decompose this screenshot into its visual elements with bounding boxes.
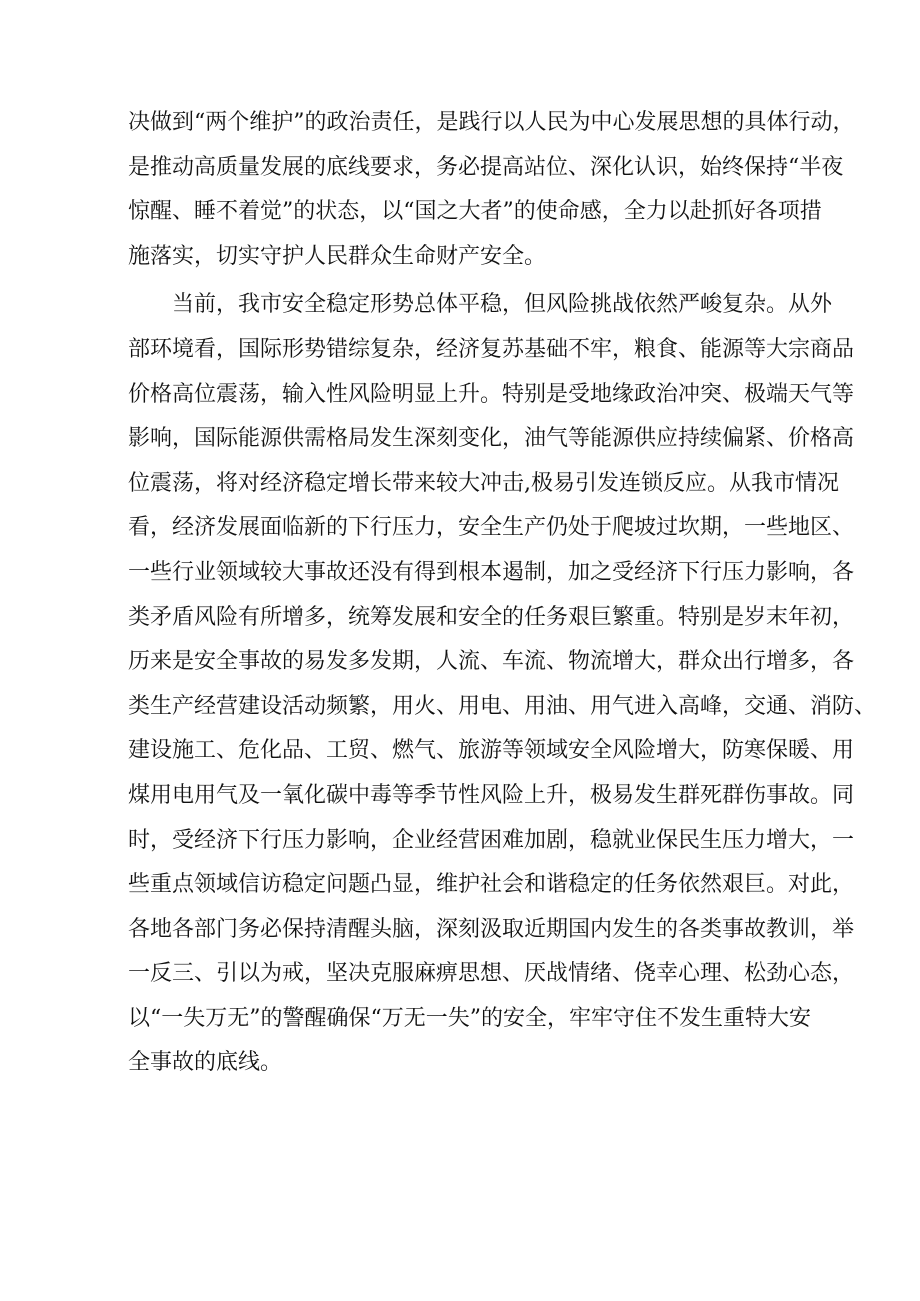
- text-line: 部环境看，国际形势错综复杂，经济复苏基础不牢，粮食、能源等大宗商品: [128, 336, 855, 362]
- text-line: 些重点领域信访稳定问题凸显，维护社会和谐稳定的任务依然艰巨。对此，: [128, 872, 855, 898]
- text-line: 煤用电用气及一氧化碳中毒等季节性风险上升，极易发生群死群伤事故。同: [128, 782, 855, 808]
- text-line: 惊醒、睡不着觉”的状态，以“国之大者”的使命感，全力以赴抓好各项措: [128, 199, 822, 225]
- text-line: 类生产经营建设活动频繁，用火、用电、用油、用气进入高峰，交通、消防、: [128, 693, 877, 719]
- text-line: 当前，我市安全稳定形势总体平稳，但风险挑战依然严峻复杂。从外: [172, 292, 833, 318]
- text-line: 历来是安全事故的易发多发期，人流、车流、物流增大，群众出行增多，各: [128, 649, 855, 675]
- text-line: 影响，国际能源供需格局发生深刻变化，油气等能源供应持续偏紧、价格高: [128, 426, 855, 452]
- text-line: 各地各部门务必保持清醒头脑，深刻汲取近期国内发生的各类事故教训，举: [128, 916, 855, 942]
- text-line: 以“一失万无”的警醒确保“万无一失”的安全，牢牢守住不发生重特大安: [128, 1005, 811, 1031]
- text-line: 建设施工、危化品、工贸、燃气、旅游等领域安全风险增大，防寒保暖、用: [128, 738, 855, 764]
- text-line: 一些行业领域较大事故还没有得到根本遏制，加之受经济下行压力影响，各: [128, 559, 855, 585]
- text-line: 是推动高质量发展的底线要求，务必提高站位、深化认识，始终保持“半夜: [128, 154, 844, 180]
- text-line: 位震荡，将对经济稳定增长带来较大冲击,极易引发连锁反应。从我市情况: [128, 470, 839, 496]
- body-text: [128, 101, 877, 1086]
- paragraph-1: [128, 101, 855, 279]
- text-line: 价格高位震荡，输入性风险明显上升。特别是受地缘政治冲突、极端天气等: [128, 381, 855, 407]
- text-line: 全事故的底线。: [128, 1050, 283, 1076]
- text-line: 看，经济发展面临新的下行压力，安全生产仍处于爬坡过坎期，一些地区、: [128, 515, 855, 541]
- text-line: 一反三、引以为戒，坚决克服麻痹思想、厌战情绪、侥幸心理、松劲心态，: [128, 961, 855, 987]
- paragraph-2: [128, 283, 877, 1086]
- text-line: 决做到“两个维护”的政治责任，是践行以人民为中心发展思想的具体行动，: [128, 110, 855, 135]
- text-line: 施落实，切实守护人民群众生命财产安全。: [128, 243, 547, 269]
- text-line: 类矛盾风险有所增多，统筹发展和安全的任务艰巨繁重。特别是岁末年初，: [128, 604, 855, 630]
- text-line: 时，受经济下行压力影响，企业经营困难加剧，稳就业保民生压力增大，一: [128, 827, 855, 853]
